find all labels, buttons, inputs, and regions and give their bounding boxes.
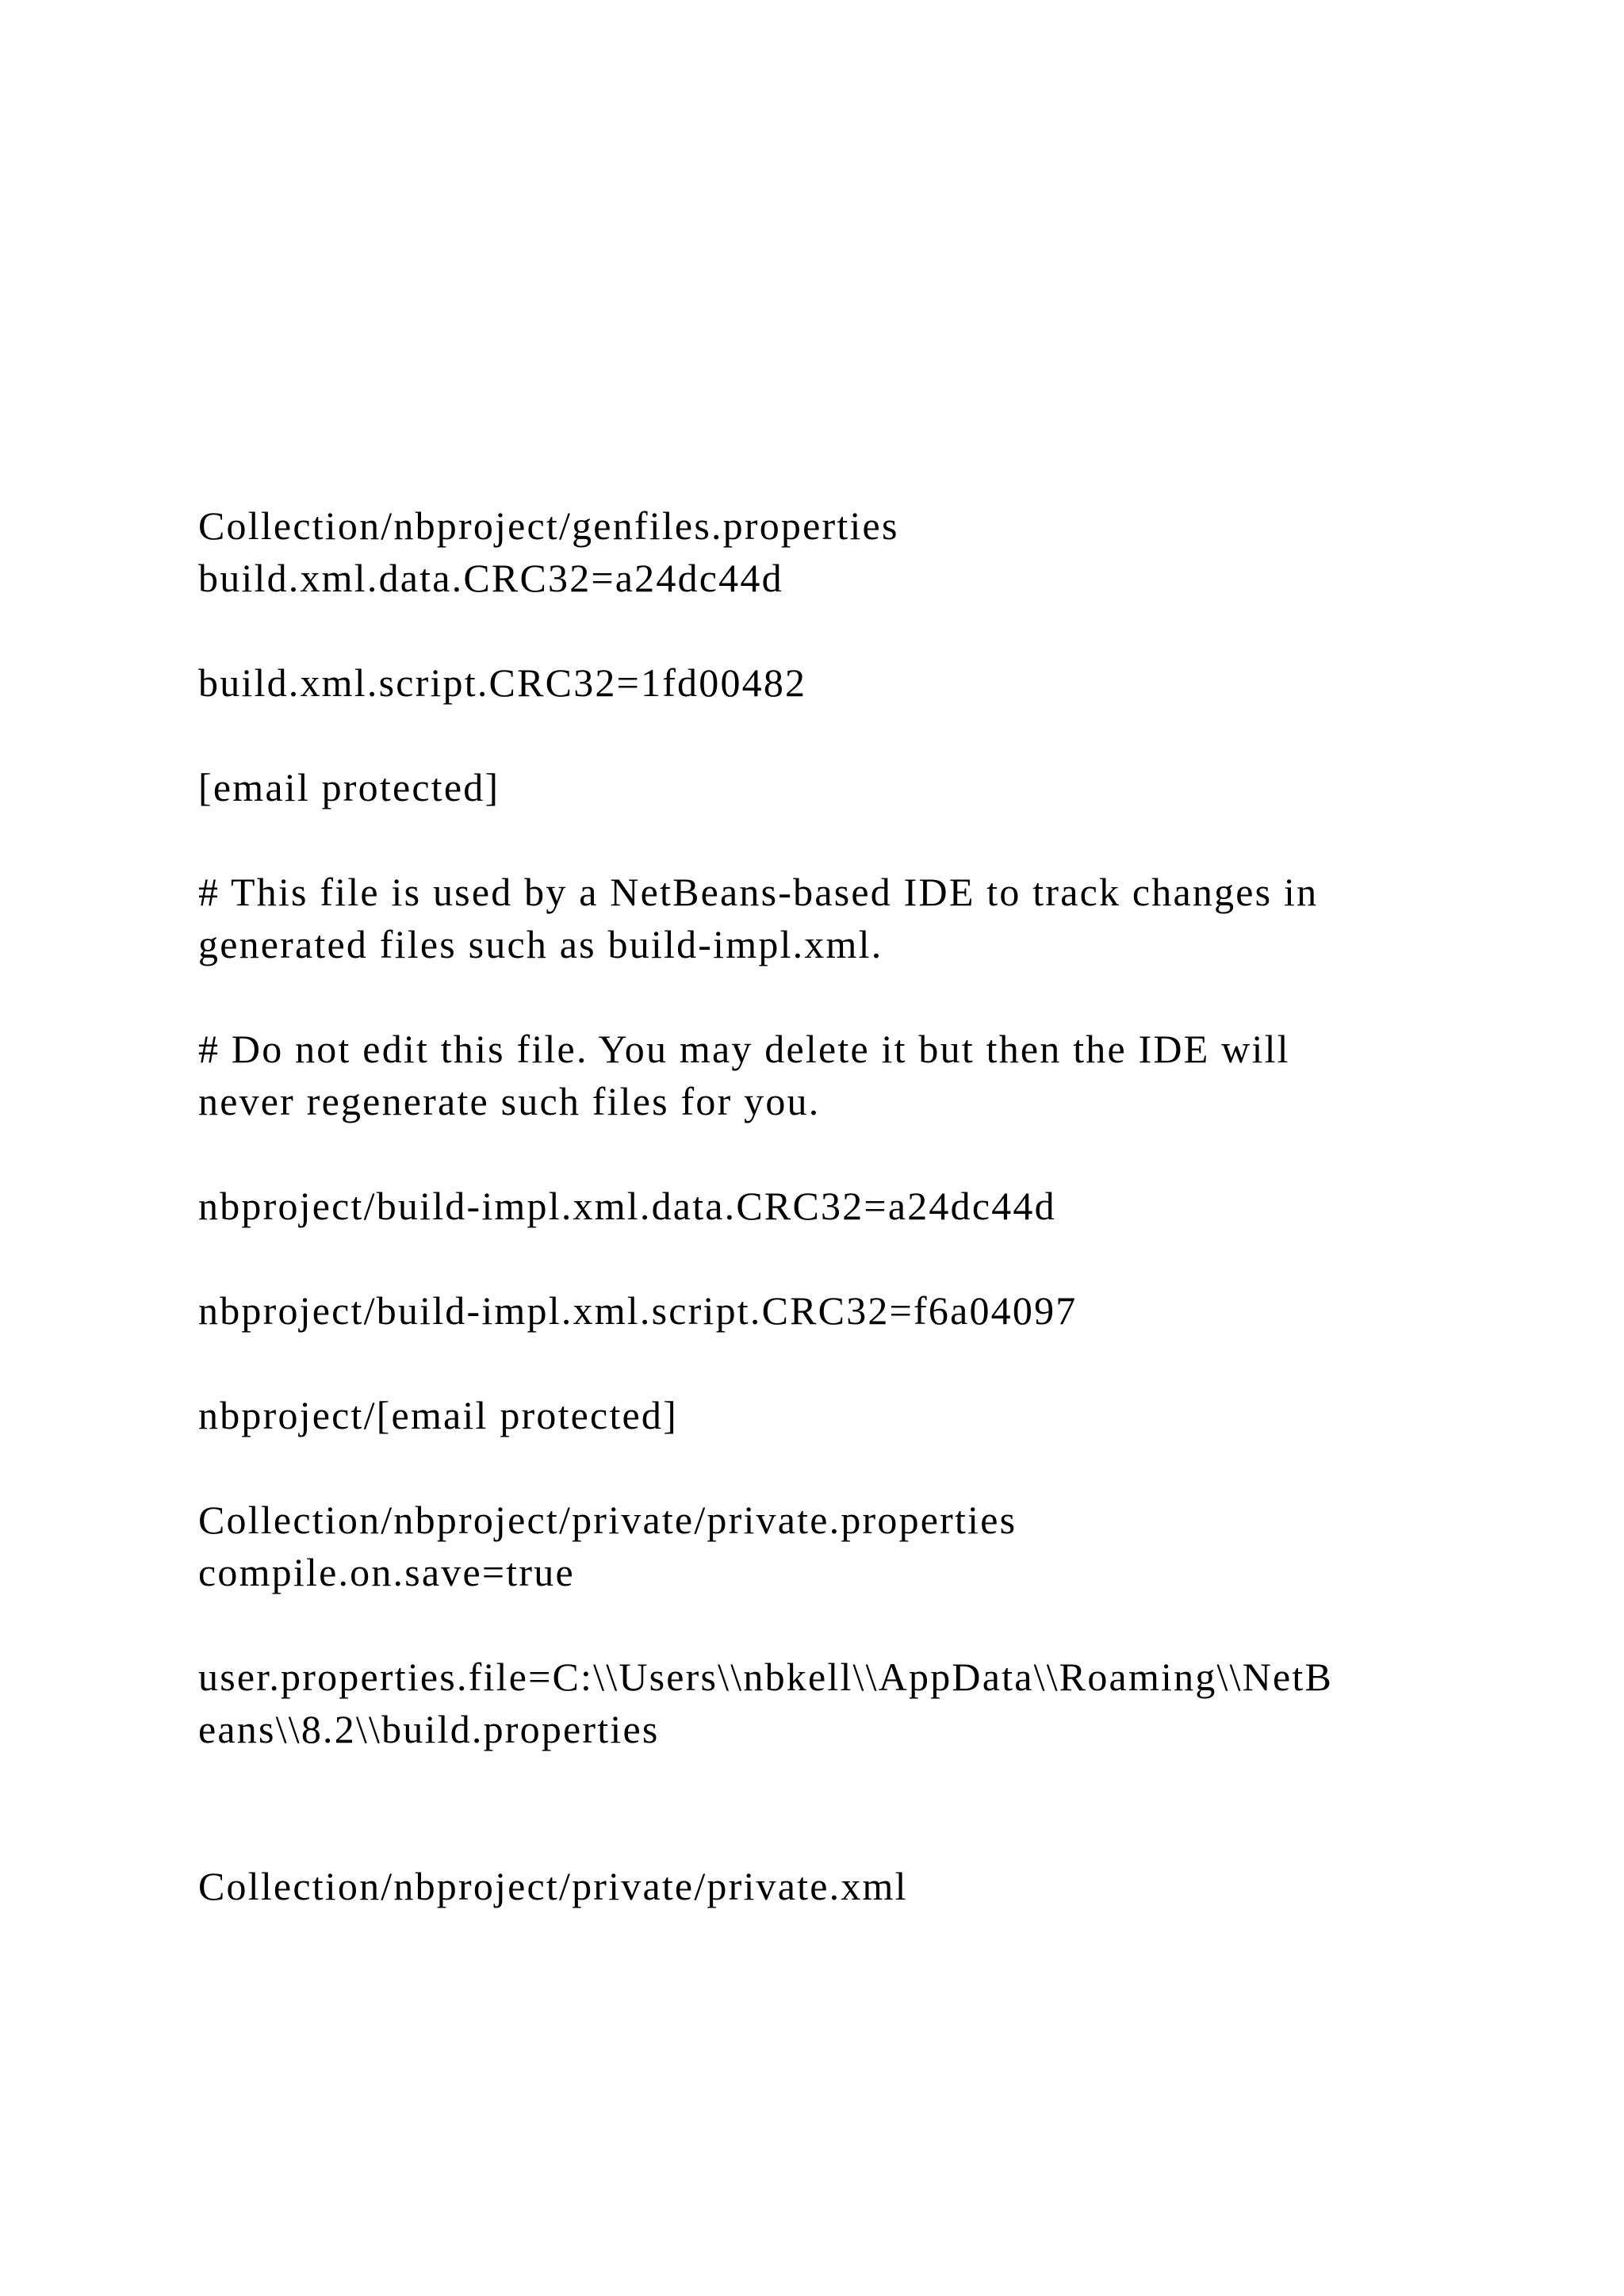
spacer [198, 1598, 1483, 1651]
document-text [198, 499, 1483, 1912]
spacer [198, 1127, 1483, 1180]
text-line: build.xml.data.CRC32=a24dc44d [198, 556, 783, 600]
text-line: user.properties.file=C:\\Users\\nbkell\\AppData\\Roaming\\NetB [198, 1655, 1334, 1699]
spacer [198, 1755, 1483, 1860]
file-heading: Collection/nbproject/private/private.properties [198, 1498, 1017, 1542]
comment-line: # Do not edit this file. You may delete it but then the IDE will [198, 1027, 1290, 1071]
text-line: nbproject/build-impl.xml.data.CRC32=a24dc44d [198, 1184, 1056, 1228]
file-heading: Collection/nbproject/private/private.xml [198, 1864, 908, 1908]
comment-line: # This file is used by a NetBeans-based IDE to track changes in [198, 870, 1319, 914]
spacer [198, 709, 1483, 761]
comment-line: never regenerate such files for you. [198, 1079, 821, 1123]
text-line: build.xml.script.CRC32=1fd00482 [198, 660, 807, 705]
text-line: eans\\8.2\\build.properties [198, 1707, 660, 1751]
spacer [198, 1441, 1483, 1494]
spacer [198, 970, 1483, 1023]
text-line: [email protected] [198, 765, 500, 809]
spacer [198, 1232, 1483, 1284]
text-line: nbproject/[email protected] [198, 1393, 678, 1437]
spacer [198, 604, 1483, 656]
file-heading: Collection/nbproject/genfiles.properties [198, 503, 899, 548]
text-line: nbproject/build-impl.xml.script.CRC32=f6a04097 [198, 1288, 1078, 1333]
spacer [198, 813, 1483, 866]
spacer [198, 1337, 1483, 1389]
text-line: compile.on.save=true [198, 1550, 575, 1594]
comment-line: generated files such as build-impl.xml. [198, 922, 883, 966]
